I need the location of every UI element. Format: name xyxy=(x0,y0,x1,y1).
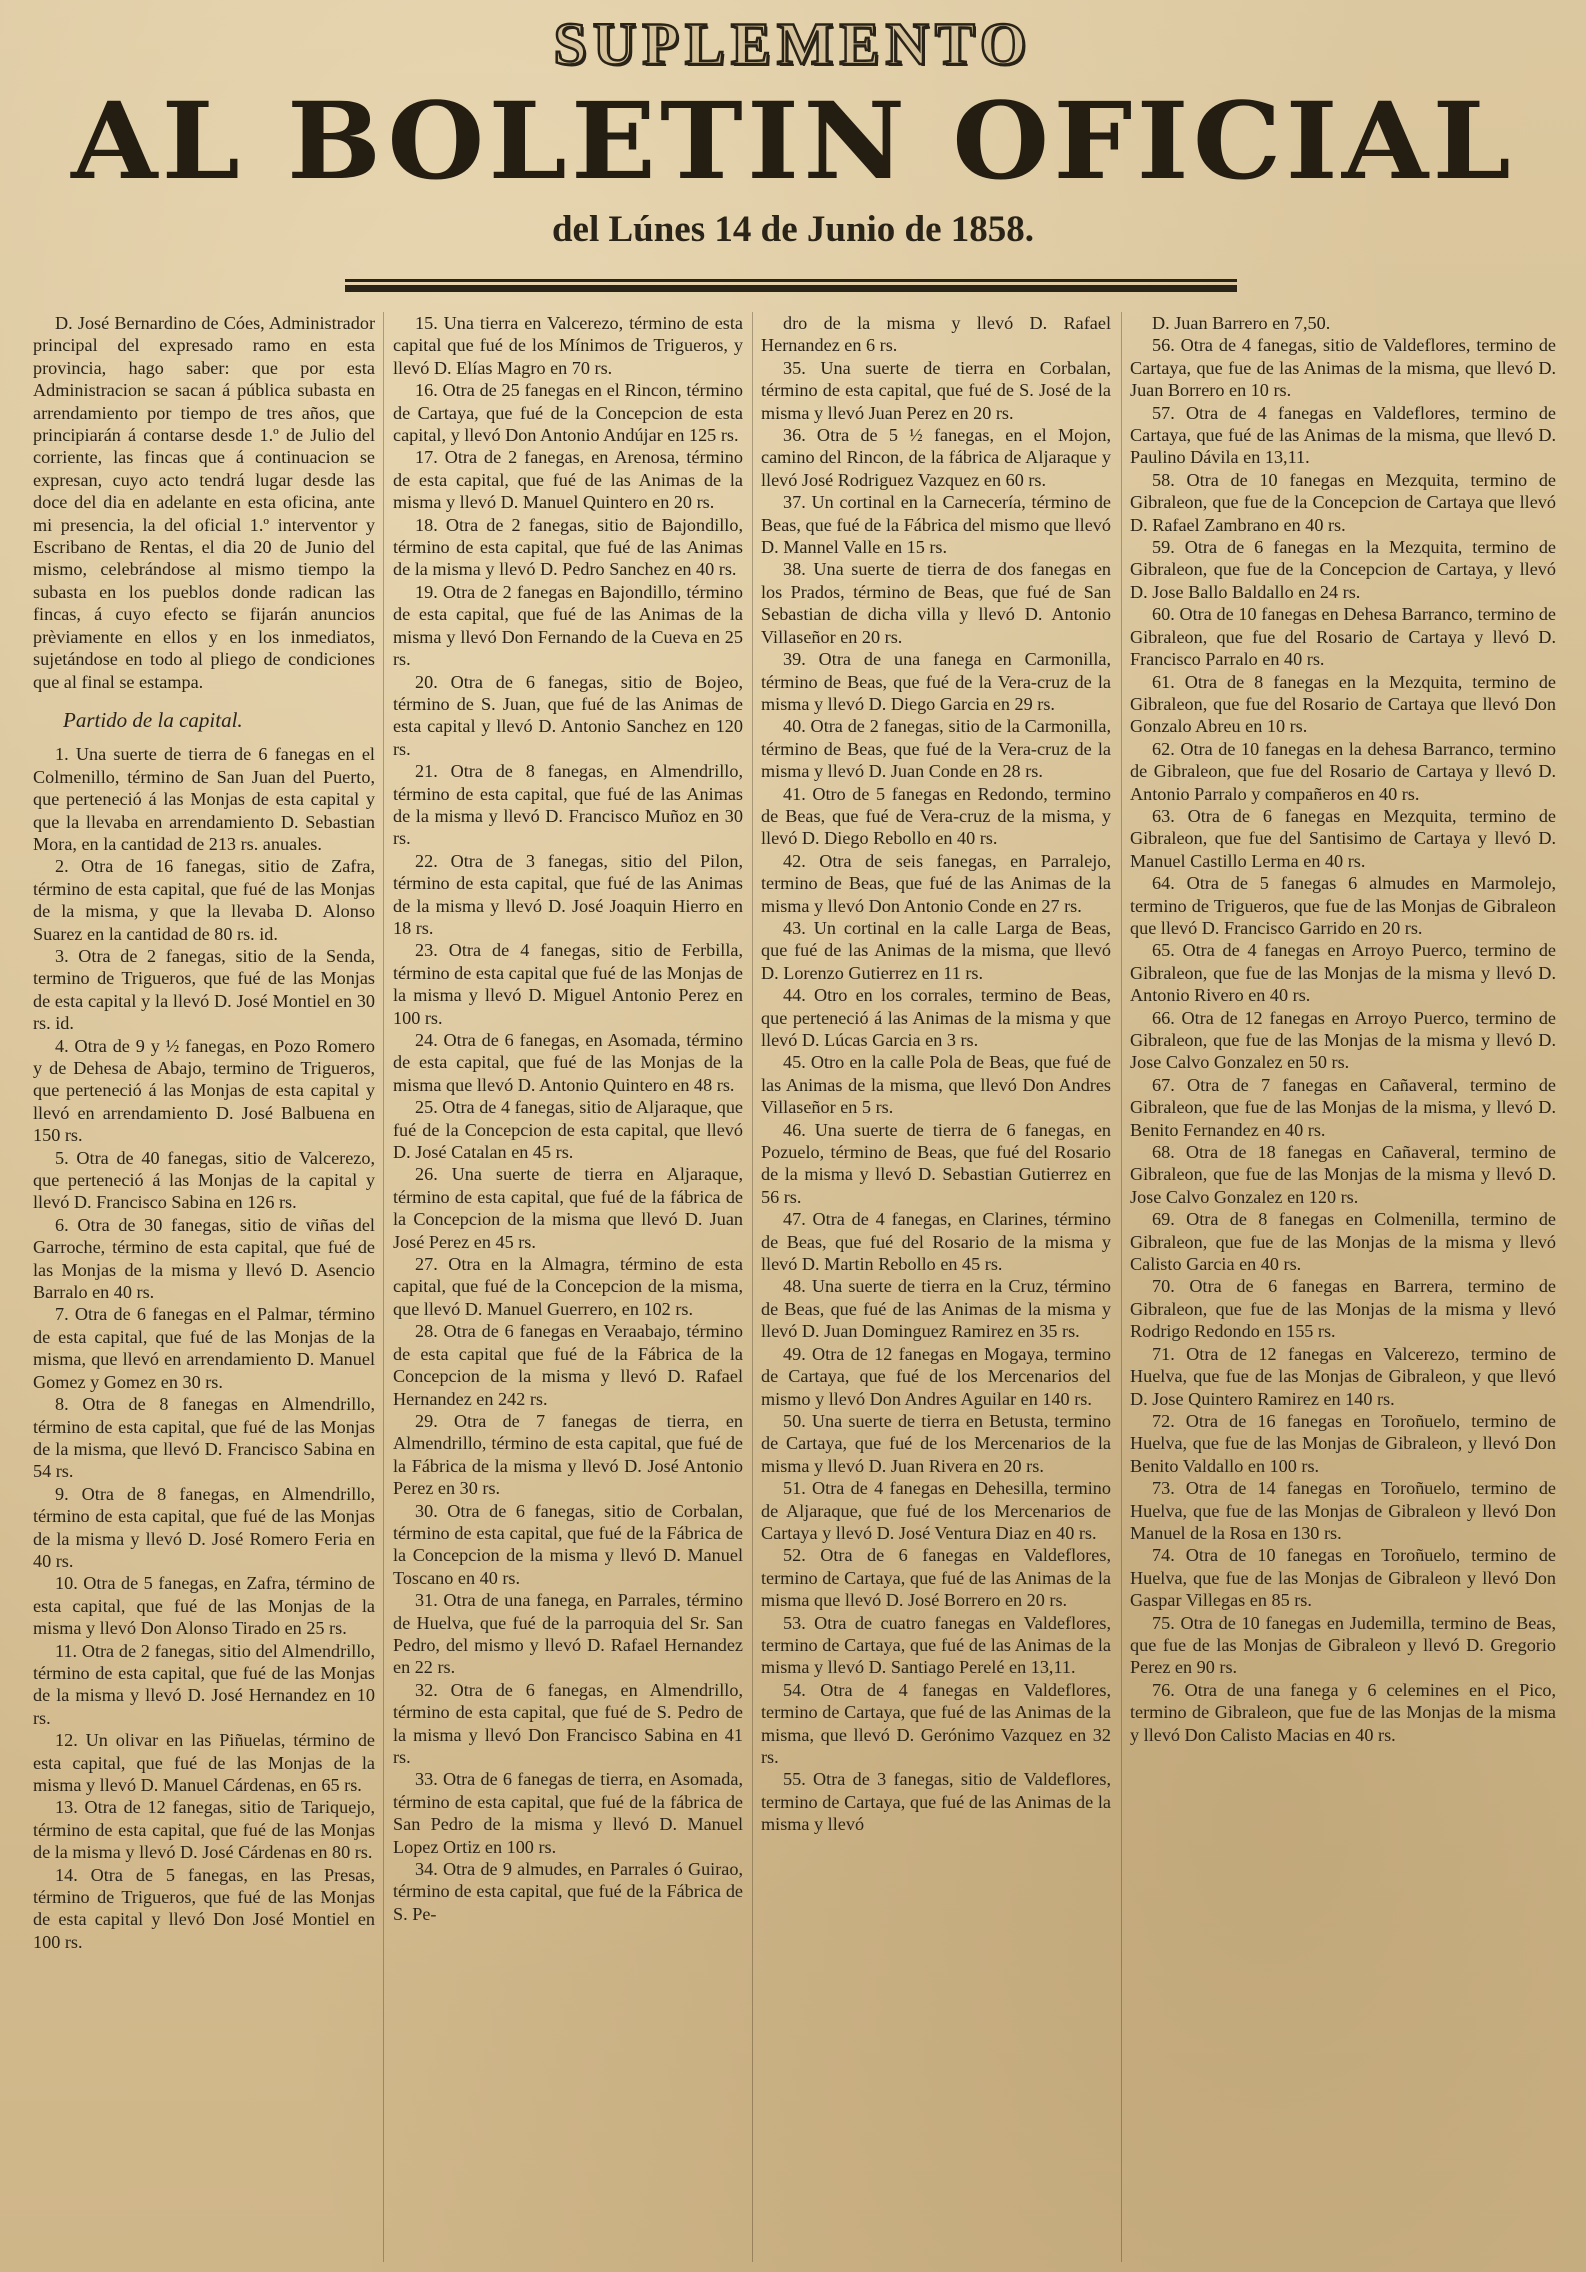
supplement-heading: SUPLEMENTO xyxy=(553,11,1033,77)
property-listing: 70. Otra de 6 fanegas en Barrera, termino de Gibraleon, que fue de las Monjas de la misma y llevó Rodrigo Redondo en 155 rs. xyxy=(1130,1276,1556,1342)
property-listing: 40. Otra de 2 fanegas, sitio de la Carmonilla, término de Beas, que fué de la Vera-cruz de la misma y llevó D. Juan Conde en 28 rs. xyxy=(761,716,1111,782)
column-entries xyxy=(1130,312,1556,1746)
property-listing: 5. Otra de 40 fanegas, sitio de Valcerezo, que perteneció á las Monjas de la capital y llevó D. Francisco Sabina en 126 rs. xyxy=(33,1147,375,1213)
property-listing: 69. Otra de 8 fanegas en Colmenilla, termino de Gibraleon, que fue de las Monjas de la misma y llevó Calisto Garcia en 40 rs. xyxy=(1130,1209,1556,1275)
property-listing: 72. Otra de 16 fanegas en Toroñuelo, termino de Huelva, que fue de las Monjas de Gibraleon, y llevó Don Benito Valdallo en 100 rs. xyxy=(1130,1410,1556,1476)
property-listing: 1. Una suerte de tierra de 6 fanegas en el Colmenillo, término de San Juan del Puerto, que perteneció á las Monjas de esta capital y que la llevaba en arrendamiento D. Sebastian Mora, en la cantidad de 213 rs. anuales. xyxy=(33,744,375,854)
text-column-3 xyxy=(761,312,1111,2272)
property-listing: 58. Otra de 10 fanegas en Mezquita, termino de Gibraleon, que fue de la Concepcion de Cartaya que llevó D. Rafael Zambrano en 40 rs. xyxy=(1130,469,1556,535)
property-listing: 25. Otra de 4 fanegas, sitio de Aljaraque, que fué de la Concepcion de esta capital, que llevó D. José Catalan en 45 rs. xyxy=(393,1097,743,1163)
masthead-rule-thin xyxy=(345,279,1237,282)
property-listing: 13. Otra de 12 fanegas, sitio de Tariquejo, término de esta capital, que fué de las Monjas de la misma y llevó D. José Cárdenas en 80 rs. xyxy=(33,1797,375,1863)
property-listing: 32. Otra de 6 fanegas, en Almendrillo, término de esta capital, que fué de S. Pedro de la misma y llevó Don Francisco Sabina en 41 rs. xyxy=(393,1679,743,1767)
property-listing: 30. Otra de 6 fanegas, sitio de Corbalan, término de esta capital, que fué de la Fábrica de la Concepcion de la misma y llevó D. Manuel Toscano en 40 rs. xyxy=(393,1500,743,1588)
property-listing: 48. Una suerte de tierra en la Cruz, término de Beas, que fué de las Animas de la misma y llevó D. Juan Dominguez Ramirez en 35 rs. xyxy=(761,1276,1111,1342)
property-listing: 19. Otra de 2 fanegas en Bajondillo, término de esta capital, que fué de las Animas de la misma y llevó Don Fernando de la Cueva en 25 rs. xyxy=(393,581,743,670)
property-listing: 10. Otra de 5 fanegas, en Zafra, término de esta capital, que fué de las Monjas de la misma y llevó Don Alonso Tirado en 25 rs. xyxy=(33,1573,375,1639)
property-listing: 45. Otro en la calle Pola de Beas, que fué de las Animas de la misma, que llevó Don Andres Villaseñor en 5 rs. xyxy=(761,1052,1111,1118)
property-listing: 53. Otra de cuatro fanegas en Valdeflores, termino de Cartaya, que fué de las Animas de la misma y llevó D. Santiago Perelé en 13,11. xyxy=(761,1612,1111,1678)
property-listing: 3. Otra de 2 fanegas, sitio de la Senda, termino de Trigueros, que fué de las Monjas de esta capital y la llevó D. José Montiel en 30 rs. id. xyxy=(33,945,375,1034)
property-listing: 28. Otra de 6 fanegas en Veraabajo, término de esta capital que fué de la Fábrica de la Concepcion de la misma y llevó D. Rafael Hernandez en 242 rs. xyxy=(393,1321,743,1409)
property-listing: 38. Una suerte de tierra de dos fanegas en los Prados, término de Beas, que fué de San Sebastian de dicha villa y llevó D. Antonio Villaseñor en 20 rs. xyxy=(761,559,1111,647)
text-column-1 xyxy=(33,312,375,2272)
section-heading: Partido de la capital. xyxy=(63,707,243,732)
property-listing: 20. Otra de 6 fanegas, sitio de Bojeo, término de S. Juan, que fué de las Animas de esta capital y llevó D. Antonio Sanchez en 120 rs. xyxy=(393,671,743,759)
property-listing: 54. Otra de 4 fanegas en Valdeflores, termino de Cartaya, que fué de las Animas de la misma, que llevó D. Gerónimo Vazquez en 32 rs. xyxy=(761,1679,1111,1767)
column-divider xyxy=(383,312,384,2262)
property-listing: dro de la misma y llevó D. Rafael Hernandez en 6 rs. xyxy=(761,313,1111,356)
property-listing: 73. Otra de 14 fanegas en Toroñuelo, termino de Huelva, que fue de las Monjas de Gibraleon y llevó Don Manuel de la Rosa en 130 rs. xyxy=(1130,1478,1556,1543)
property-listing: 14. Otra de 5 fanegas, en las Presas, término de Trigueros, que fué de las Monjas de esta capital y llevó Don José Montiel en 100 rs. xyxy=(33,1864,375,1952)
property-listing: 21. Otra de 8 fanegas, en Almendrillo, término de esta capital, que fué de las Animas de la misma y llevó D. Francisco Muñoz en 30 rs. xyxy=(393,761,743,849)
property-listing: 4. Otra de 9 y ½ fanegas, en Pozo Romero y de Dehesa de Abajo, termino de Trigueros, que perteneció á las Monjas de esta capital y llevó en arrendamiento D. José Balbuena en 150 rs. xyxy=(33,1035,375,1146)
property-listing: 2. Otra de 16 fanegas, sitio de Zafra, término de esta capital, que fué de las Monjas de la misma, y que la llevaba D. Alonso Suarez en la cantidad de 80 rs. id. xyxy=(33,856,375,944)
property-listing: 56. Otra de 4 fanegas, sitio de Valdeflores, termino de Cartaya, que fue de las Animas de la misma, que llevó D. Juan Borrero en 10 rs. xyxy=(1130,335,1556,401)
property-listing: 61. Otra de 8 fanegas en la Mezquita, termino de Gibraleon, que fue del Rosario de Cartaya que llevó Don Gonzalo Abreu en 10 rs. xyxy=(1130,671,1556,737)
property-listing: 7. Otra de 6 fanegas en el Palmar, término de esta capital, que fué de las Monjas de la misma, que llevó en arrendamiento D. Manuel Gomez y Gomez en 30 rs. xyxy=(33,1304,375,1392)
property-listing: 51. Otra de 4 fanegas en Dehesilla, termino de Aljaraque, que fué de los Mercenarios de Cartaya y llevó D. José Ventura Diaz en 40 rs. xyxy=(761,1478,1111,1543)
property-listing: 59. Otra de 6 fanegas en la Mezquita, termino de Gibraleon, que fue de la Concepcion de Cartaya, y llevó D. Jose Ballo Baldallo en 24 rs. xyxy=(1130,537,1556,602)
property-listing: 63. Otra de 6 fanegas en Mezquita, termino de Gibraleon, que fue del Santisimo de Cartaya y llevó D. Manuel Castillo Lerma en 40 rs. xyxy=(1130,805,1556,871)
property-listing: 55. Otra de 3 fanegas, sitio de Valdeflores, termino de Cartaya, que fué de las Animas de la misma y llevó xyxy=(761,1769,1111,1835)
property-listing: D. Juan Barrero en 7,50. xyxy=(1152,313,1331,333)
property-listing: 65. Otra de 4 fanegas en Arroyo Puerco, termino de Gibraleon, que fue de las Monjas de la misma y llevó D. Antonio Rivero en 40 rs. xyxy=(1130,940,1556,1006)
property-listing: 11. Otra de 2 fanegas, sitio del Almendrillo, término de esta capital, que fué de las Monjas de la misma y llevó D. José Hernandez en 10 rs. xyxy=(33,1640,375,1728)
property-listing: 52. Otra de 6 fanegas en Valdeflores, termino de Cartaya, que fué de las Animas de la misma que llevó D. José Borrero en 20 rs. xyxy=(761,1545,1111,1611)
property-listing: 16. Otra de 25 fanegas en el Rincon, término de Cartaya, que fué de la Concepcion de esta capital, y llevó Don Antonio Andújar en 125 rs. xyxy=(393,380,743,446)
property-listing: 6. Otra de 30 fanegas, sitio de viñas del Garroche, término de esta capital, que fué de las Monjas de la misma y llevó D. Asencio Barralo en 40 rs. xyxy=(33,1214,375,1303)
property-listing: 43. Un cortinal en la calle Larga de Beas, que fué de las Animas de la misma, que llevó D. Lorenzo Gutierrez en 11 rs. xyxy=(761,917,1111,983)
property-listing: 33. Otra de 6 fanegas de tierra, en Asomada, término de esta capital, que fué de la fábrica de San Pedro de la misma y llevó D. Manuel Lopez Ortiz en 100 rs. xyxy=(393,1769,743,1857)
property-listing: 46. Una suerte de tierra de 6 fanegas, en Pozuelo, término de Beas, que fué del Rosario de la misma y llevó D. Sebastian Gutierrez en 56 rs. xyxy=(761,1119,1111,1207)
property-listing: 37. Un cortinal en la Carnecería, término de Beas, que fué de la Fábrica del mismo que llevó D. Mannel Valle en 15 rs. xyxy=(761,492,1111,558)
property-listing: 9. Otra de 8 fanegas, en Almendrillo, término de esta capital, que fué de las Monjas de la misma y llevó D. José Romero Feria en 40 rs. xyxy=(33,1483,375,1571)
property-listing: 75. Otra de 10 fanegas en Judemilla, termino de Beas, que fue de las Monjas de Gibraleon y llevó D. Gregorio Perez en 90 rs. xyxy=(1130,1612,1556,1678)
property-listing: 67. Otra de 7 fanegas en Cañaveral, termino de Gibraleon, que fue de las Monjas de la misma, y llevó D. Benito Fernandez en 40 rs. xyxy=(1130,1074,1556,1140)
property-listing: 12. Un olivar en las Piñuelas, término de esta capital, que fué de las Monjas de la misma y llevó D. Manuel Cárdenas, en 65 rs. xyxy=(33,1730,375,1795)
property-listing: 24. Otra de 6 fanegas, en Asomada, término de esta capital, que fué de las Monjas de la misma que llevó D. Antonio Quintero en 48 rs. xyxy=(393,1030,743,1095)
property-listing: 62. Otra de 10 fanegas en la dehesa Barranco, termino de Gibraleon, que fue del Rosario de Cartaya y llevó D. Antonio Parralo y compañeros en 40 rs. xyxy=(1130,738,1556,804)
property-listing: 49. Otra de 12 fanegas en Mogaya, termino de Cartaya, que fué de los Mercenarios del mismo y llevó Don Andres Aguilar en 140 rs. xyxy=(761,1343,1111,1409)
property-listing: 74. Otra de 10 fanegas en Toroñuelo, termino de Huelva, que fue de las Monjas de Gibraleon y llevó Don Gaspar Villegas en 85 rs. xyxy=(1130,1545,1556,1611)
property-listing: 27. Otra en la Almagra, término de esta capital, que fué de la Concepcion de la misma, que llevó D. Manuel Guerrero, en 102 rs. xyxy=(393,1254,743,1319)
property-listing: 26. Una suerte de tierra en Aljaraque, término de esta capital, que fué de la fábrica de la Concepcion de la misma que llevó D. Juan José Perez en 45 rs. xyxy=(393,1164,743,1252)
property-listing: 44. Otro en los corrales, termino de Beas, que perteneció á las Animas de la misma y que llevó D. Lúcas Garcia en 3 rs. xyxy=(761,985,1111,1050)
property-listing: 34. Otra de 9 almudes, en Parrales ó Guirao, término de esta capital, que fué de la Fábrica de S. Pe- xyxy=(393,1859,743,1924)
column-divider xyxy=(1121,312,1122,2262)
property-listing: 41. Otro de 5 fanegas en Redondo, termino de Beas, que fué de Vera-cruz de la misma, y llevó D. Diego Rebollo en 40 rs. xyxy=(761,783,1111,849)
newspaper-title: AL BOLETIN OFICIAL xyxy=(71,78,1515,203)
property-listing: 68. Otra de 18 fanegas en Cañaveral, termino de Gibraleon, que fue de las Monjas de la misma y llevó D. Jose Calvo Gonzalez en 120 rs. xyxy=(1130,1142,1556,1207)
property-listing: 8. Otra de 8 fanegas en Almendrillo, término de esta capital, que fué de las Monjas de la misma, que llevó D. Francisco Sabina en 54 rs. xyxy=(33,1394,375,1482)
issue-date: del Lúnes 14 de Junio de 1858. xyxy=(551,209,1035,250)
text-column-2 xyxy=(393,312,743,2272)
property-listing: 29. Otra de 7 fanegas de tierra, en Almendrillo, término de esta capital, que fué de la Fábrica de la misma y llevó D. José Antonio Perez en 30 rs. xyxy=(393,1410,743,1499)
property-listing: 31. Otra de una fanega, en Parrales, término de Huelva, que fué de la parroquia del Sr. San Pedro, del mismo y llevó D. Rafael Hernandez en 22 rs. xyxy=(393,1590,743,1678)
column-divider xyxy=(752,312,753,2262)
property-listing: 64. Otra de 5 fanegas 6 almudes en Marmolejo, termino de Trigueros, que fue de las Monjas de Gibraleon que llevó D. Francisco Garrido en 20 rs. xyxy=(1130,873,1556,938)
masthead-rule-thick xyxy=(345,285,1237,292)
property-listing: 42. Otra de seis fanegas, en Parralejo, termino de Beas, que fué de las Animas de la misma y llevó Don Antonio Conde en 27 rs. xyxy=(761,850,1111,916)
property-listing: 22. Otra de 3 fanegas, sitio del Pilon, término de esta capital, que fué de las Animas de la misma y llevó D. José Joaquin Hierro en 18 rs. xyxy=(393,850,743,938)
property-listing: 35. Una suerte de tierra en Corbalan, término de esta capital, que fué de S. José de la misma y llevó Juan Perez en 20 rs. xyxy=(761,357,1111,423)
property-listing: 50. Una suerte de tierra en Betusta, termino de Cartaya, que fué de los Mercenarios de la misma y llevó D. Juan Rivera en 20 rs. xyxy=(761,1410,1111,1476)
property-listing: 47. Otra de 4 fanegas, en Clarines, término de Beas, que fué del Rosario de la misma y llevó D. Martin Rebollo en 45 rs. xyxy=(761,1209,1111,1275)
property-listing: 15. Una tierra en Valcerezo, término de esta capital que fué de los Mínimos de Trigueros, y llevó D. Elías Magro en 70 rs. xyxy=(393,313,743,378)
property-listing: 39. Otra de una fanega en Carmonilla, término de Beas, que fué de la Vera-cruz de la misma y llevó D. Diego Garcia en 29 rs. xyxy=(761,649,1111,714)
property-listing: 23. Otra de 4 fanegas, sitio de Ferbilla, término de esta capital que fué de las Monjas de la misma y llevó D. Miguel Antonio Perez en 100 rs. xyxy=(393,940,743,1028)
property-listing: 71. Otra de 12 fanegas en Valcerezo, termino de Huelva, que fue de las Monjas de Gibraleon, y que llevó D. Jose Quintero Ramirez en 140 rs. xyxy=(1130,1343,1556,1409)
intro-paragraph: D. José Bernardino de Cóes, Administrador principal del expresado ramo en esta provincia, hago saber: que por esta Administracion se sacan á pública subasta en arrendamiento por tiempo de tres años, que principiarán á contarse desde 1.º de Julio del corriente, las fincas que á continuacion se expresan, cuyo acto tendrá lugar desde las doce del dia en adelante en esta oficina, ante mi presencia, la del oficial 1.º interventor y Escribano de Rentas, el dia 20 de Junio del mismo, celebrándose al mismo tiempo la subasta en los pueblos donde radican las fincas, á cuyo efecto se fijarán anuncios prèviamente en ellos y en los inmediatos, sujetándose en todo al pliego de condiciones que al final se estampa. xyxy=(33,313,375,692)
property-listing: 60. Otra de 10 fanegas en Dehesa Barranco, termino de Gibraleon, que fue del Rosario de Cartaya y llevó D. Francisco Parralo en 40 rs. xyxy=(1130,604,1556,670)
property-listing: 36. Otra de 5 ½ fanegas, en el Mojon, camino del Rincon, de la fábrica de Aljaraque y llevó José Rodriguez Vazquez en 60 rs. xyxy=(761,425,1111,490)
column-entries xyxy=(393,312,743,1925)
property-listing: 17. Otra de 2 fanegas, en Arenosa, término de esta capital, que fué de las Animas de la misma y llevó D. Manuel Quintero en 20 rs. xyxy=(393,447,743,513)
column-entries xyxy=(33,743,375,1953)
property-listing: 66. Otra de 12 fanegas en Arroyo Puerco, termino de Gibraleon, que fue de las Monjas de la misma y llevó D. Jose Calvo Gonzalez en 50 rs. xyxy=(1130,1007,1556,1073)
text-column-4 xyxy=(1130,312,1556,2272)
property-listing: 76. Otra de una fanega y 6 celemines en el Pico, termino de Gibraleon, que fue de las Monjas de la misma y llevó Don Calisto Macias en 40 rs. xyxy=(1130,1679,1556,1745)
column-entries xyxy=(761,312,1111,1836)
property-listing: 18. Otra de 2 fanegas, sitio de Bajondillo, término de esta capital, que fué de las Animas de la misma y llevó D. Pedro Sanchez en 40 rs. xyxy=(393,514,743,580)
property-listing: 57. Otra de 4 fanegas en Valdeflores, termino de Cartaya, que fué de las Animas de la misma, que llevó D. Paulino Dávila en 13,11. xyxy=(1130,402,1556,468)
